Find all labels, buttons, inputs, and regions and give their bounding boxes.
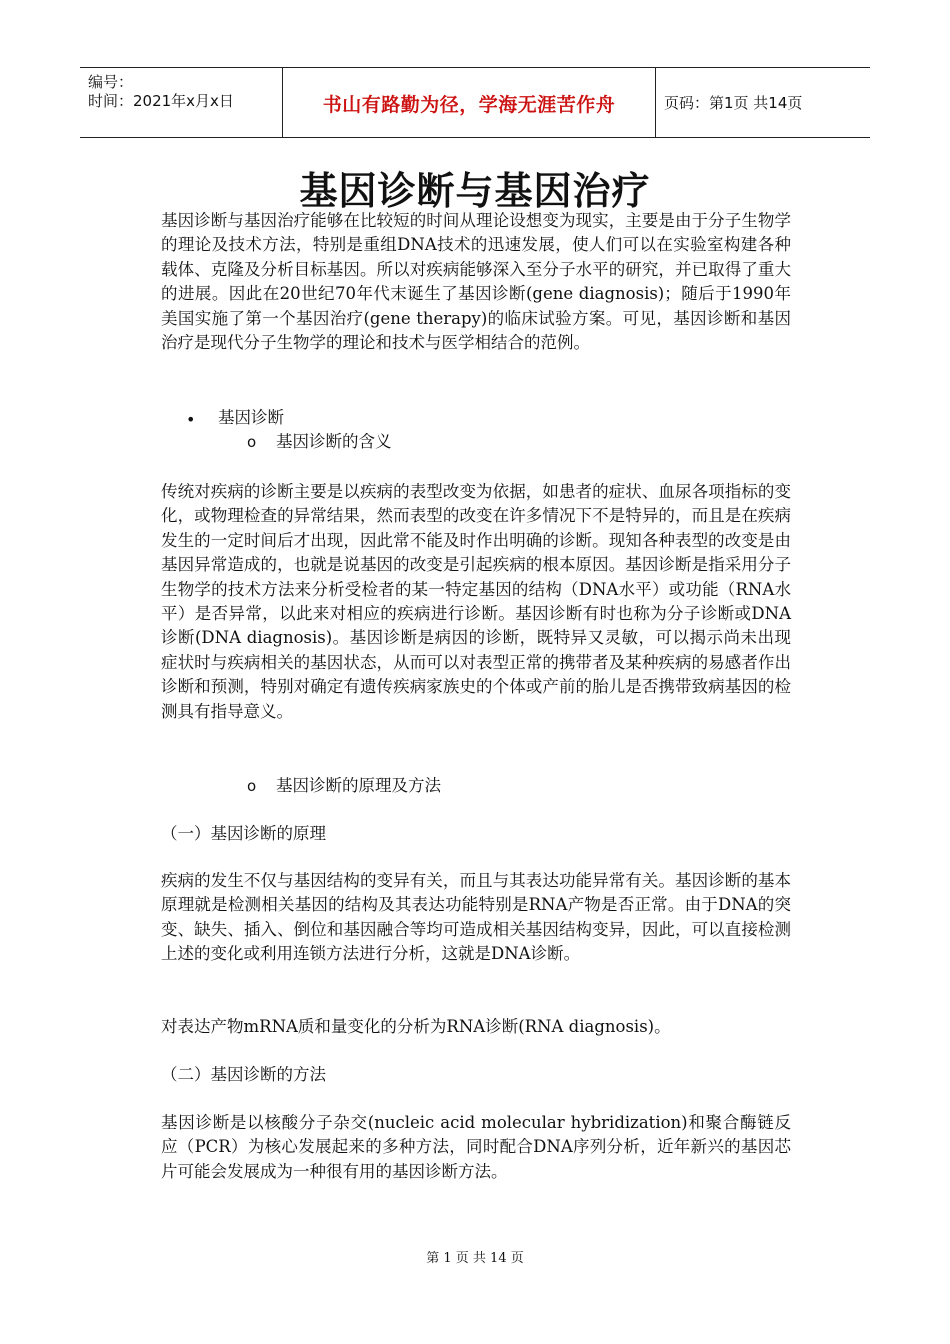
header-info-cell	[80, 68, 282, 137]
heading-method: （二）基因诊断的方法	[161, 1065, 326, 1084]
bullet-icon: •	[186, 410, 196, 429]
sub-bullet-icon: o	[247, 433, 257, 451]
meaning-paragraph: 传统对疾病的诊断主要是以疾病的表型改变为依据，如患者的症状、血尿各项指标的变化，或物理检查的异常结果，然而表型的改变在许多情况下不是特异的，而且是在疾病发生的一定时间后才出现，因此常不能及时作出明确的诊断。现知各种表型的改变是由基因异常造成的，也就是说基因的改变是引起疾病的根本原因。基因诊断是指采用分子生物学的技术方法来分析受检者的某一特定基因的结构（DNA水平）或功能（RNA水平）是否异常，以此来对相应的疾病进行诊断。基因诊断有时也称为分子诊断或DNA诊断(DNA diagnosis)。基因诊断是病因的诊断，既特异又灵敏，可以揭示尚未出现症状时与疾病相关的基因状态，从而可以对表型正常的携带者及某种疾病的易感者作出诊断和预测，特别对确定有遗传疾病家族史的个体或产前的胎儿是否携带致病基因的检测具有指导意义。	[161, 482, 791, 721]
principle-paragraph: 疾病的发生不仅与基因结构的变异有关，而且与其表达功能异常有关。基因诊断的基本原理就是检测相关基因的结构及其表达功能特别是RNA产物是否正常。由于DNA的突变、缺失、插入、倒位和基因融合等均可造成相关基因结构变异，因此，可以直接检测上述的变化或利用连锁方法进行分析，这就是DNA诊断。	[161, 871, 791, 964]
rna-diagnosis-paragraph: 对表达产物mRNA质和量变化的分析为RNA诊断(RNA diagnosis)。	[161, 1017, 671, 1036]
header-page-number: 页码：第1页 共14页	[664, 94, 803, 112]
header-motto-cell	[282, 68, 656, 137]
document-title: 基因诊断与基因治疗	[299, 169, 651, 213]
document-time-label: 时间：2021年x月x日	[88, 92, 234, 110]
document-number-label: 编号：	[88, 73, 134, 91]
page-footer: 第 1 页 共 14 页	[426, 1251, 524, 1266]
header-motto: 书山有路勤为径，学海无涯苦作舟	[322, 94, 616, 116]
intro-paragraph: 基因诊断与基因治疗能够在比较短的时间从理论设想变为现实，主要是由于分子生物学的理论及技术方法，特别是重组DNA技术的迅速发展，使人们可以在实验室构建各种载体、克隆及分析目标基因。所以对疾病能够深入至分子水平的研究，并已取得了重大的进展。因此在20世纪70年代末诞生了基因诊断(gene diagnosis)；随后于1990年美国实施了第一个基因治疗(gene therapy)的临床试验方案。可见，基因诊断和基因治疗是现代分子生物学的理论和技术与医学相结合的范例。	[161, 211, 791, 353]
header-pager-cell	[656, 68, 870, 137]
sub-bullet-icon: o	[247, 777, 257, 795]
method-paragraph: 基因诊断是以核酸分子杂交(nucleic acid molecular hybridization)和聚合酶链反应（PCR）为核心发展起来的多种方法，同时配合DNA序列分析，近年新兴的基因芯片可能会发展成为一种很有用的基因诊断方法。	[161, 1113, 791, 1181]
heading-principle: （一）基因诊断的原理	[161, 824, 326, 843]
header-table	[80, 67, 870, 138]
outline-subitem-meaning: 基因诊断的含义	[276, 432, 392, 451]
outline-subitem-principle-method: 基因诊断的原理及方法	[276, 776, 441, 795]
outline-item-gene-diagnosis: 基因诊断	[218, 408, 284, 427]
